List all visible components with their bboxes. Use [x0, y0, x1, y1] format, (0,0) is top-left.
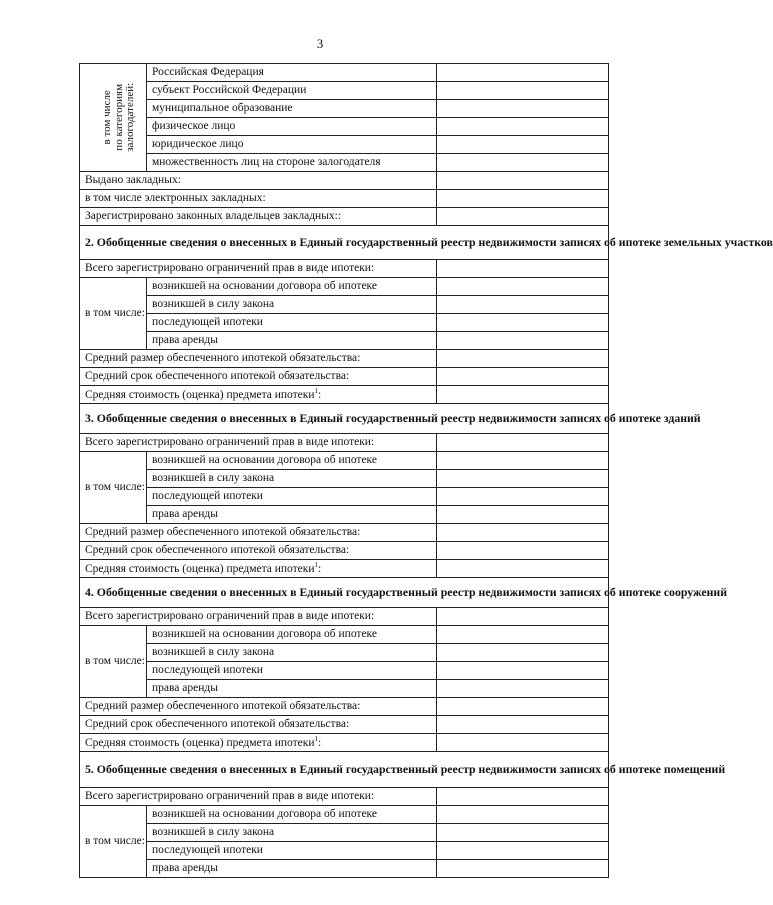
section-3-avg-cost-label: Средняя стоимость (оценка) предмета ипотеки$^1$: — [80, 560, 437, 578]
electronic-bonds-value[interactable] — [437, 190, 609, 208]
table-row — [80, 350, 609, 368]
section-4-title: 4. Обобщенные сведения о внесенных в Единый государственный реестр недвижимости записях об ипотеке сооружений — [80, 578, 609, 608]
table-row — [80, 680, 609, 698]
section-3-avg-term-value[interactable] — [437, 542, 609, 560]
table-row — [80, 560, 609, 578]
section-4-avg-size-label: Средний размер обеспеченного ипотекой обязательства: — [80, 698, 437, 716]
table-row — [80, 734, 609, 752]
section-5-total-value[interactable] — [437, 788, 609, 806]
section-4-total-value[interactable] — [437, 608, 609, 626]
table-row — [80, 506, 609, 524]
table-row — [80, 608, 609, 626]
table-row — [80, 314, 609, 332]
section-2-lease-label: права аренды — [147, 332, 437, 350]
table-row — [80, 100, 609, 118]
section-4-lease-label: права аренды — [147, 680, 437, 698]
section-5-contract-label: возникшей на основании договора об ипотеке — [147, 806, 437, 824]
section-4-avg-size-value[interactable] — [437, 698, 609, 716]
section-5-lease-value[interactable] — [437, 860, 609, 878]
table-row — [80, 524, 609, 542]
section-2-total-label: Всего зарегистрировано ограничений прав в виде ипотеки: — [80, 260, 437, 278]
section-2-avg-cost-label: Средняя стоимость (оценка) предмета ипотеки$^1$: — [80, 386, 437, 404]
section-3-lease-value[interactable] — [437, 506, 609, 524]
section-5-including-label: в том числе: — [80, 806, 147, 878]
table-row — [80, 626, 609, 644]
section-4-lease-value[interactable] — [437, 680, 609, 698]
table-row — [80, 824, 609, 842]
section-2-subsequent-value[interactable] — [437, 314, 609, 332]
pledgor-municipal-value[interactable] — [437, 100, 609, 118]
table-row — [80, 386, 609, 404]
pledgor-legal-entity-label: юридическое лицо — [147, 136, 437, 154]
section-5-subsequent-label: последующей ипотеки — [147, 842, 437, 860]
table-row — [80, 716, 609, 734]
table-row — [80, 578, 609, 608]
table-row — [80, 698, 609, 716]
table-row — [80, 368, 609, 386]
pledgor-russian-federation-value[interactable] — [437, 64, 609, 82]
section-2-law-label: возникшей в силу закона — [147, 296, 437, 314]
section-4-contract-value[interactable] — [437, 626, 609, 644]
section-5-contract-value[interactable] — [437, 806, 609, 824]
table-row — [80, 172, 609, 190]
section-4-avg-term-value[interactable] — [437, 716, 609, 734]
pledgor-legal-entity-value[interactable] — [437, 136, 609, 154]
section-2-avg-term-value[interactable] — [437, 368, 609, 386]
section-4-subsequent-value[interactable] — [437, 662, 609, 680]
table-row — [80, 452, 609, 470]
section-5-subsequent-value[interactable] — [437, 842, 609, 860]
pledgor-individual-label: физическое лицо — [147, 118, 437, 136]
report-form-table — [79, 63, 773, 878]
table-row — [80, 752, 609, 788]
table-row — [80, 842, 609, 860]
table-row — [80, 154, 609, 172]
section-3-avg-term-label: Средний срок обеспеченного ипотекой обязательства: — [80, 542, 437, 560]
table-row — [80, 296, 609, 314]
table-row — [80, 190, 609, 208]
section-5-total-label: Всего зарегистрировано ограничений прав в виде ипотеки: — [80, 788, 437, 806]
table-row — [80, 662, 609, 680]
table-row — [80, 208, 609, 226]
section-3-avg-cost-value[interactable] — [437, 560, 609, 578]
section-5-law-value[interactable] — [437, 824, 609, 842]
table-row — [80, 332, 609, 350]
section-2-subsequent-label: последующей ипотеки — [147, 314, 437, 332]
section-4-law-value[interactable] — [437, 644, 609, 662]
page-number: 3 — [316, 36, 324, 51]
footnote-marker: 1 — [314, 387, 319, 396]
section-2-contract-label: возникшей на основании договора об ипотеке — [147, 278, 437, 296]
legal-holders-label: Зарегистрировано законных владельцев закладных:: — [80, 208, 437, 226]
table-row — [80, 136, 609, 154]
section-3-total-value[interactable] — [437, 434, 609, 452]
section-2-avg-cost-value[interactable] — [437, 386, 609, 404]
table-row — [80, 404, 609, 434]
table-row — [80, 260, 609, 278]
pledgor-russian-federation-label: Российская Федерация — [147, 64, 437, 82]
electronic-bonds-label: в том числе электронных закладных: — [80, 190, 437, 208]
section-4-avg-cost-label: Средняя стоимость (оценка) предмета ипотеки$^1$: — [80, 734, 437, 752]
section-3-law-label: возникшей в силу закона — [147, 470, 437, 488]
section-3-avg-size-label: Средний размер обеспеченного ипотекой обязательства: — [80, 524, 437, 542]
pledgor-subject-value[interactable] — [437, 82, 609, 100]
section-5-law-label: возникшей в силу закона — [147, 824, 437, 842]
section-4-including-label: в том числе: — [80, 626, 147, 698]
pledgor-individual-value[interactable] — [437, 118, 609, 136]
footnote-marker: 1 — [314, 735, 319, 744]
section-3-lease-label: права аренды — [147, 506, 437, 524]
section-3-law-value[interactable] — [437, 470, 609, 488]
section-3-contract-label: возникшей на основании договора об ипотеке — [147, 452, 437, 470]
section-4-subsequent-label: последующей ипотеки — [147, 662, 437, 680]
section-4-total-label: Всего зарегистрировано ограничений прав в виде ипотеки: — [80, 608, 437, 626]
pledgor-subject-label: субъект Российской Федерации — [147, 82, 437, 100]
table-row — [80, 82, 609, 100]
table-row — [80, 542, 609, 560]
table-row — [80, 226, 609, 260]
pledgor-category-group-label: в том числе по категориям залогодателей: — [80, 64, 147, 172]
table-row — [80, 860, 609, 878]
mortgage-bonds-issued-label: Выдано закладных: — [80, 172, 437, 190]
section-3-avg-size-value[interactable] — [437, 524, 609, 542]
pledgor-multiple-value[interactable] — [437, 154, 609, 172]
section-2-title: 2. Обобщенные сведения о внесенных в Единый государственный реестр недвижимости записях об ипотеке земельных участков — [80, 226, 609, 260]
pledgor-multiple-label: множественность лиц на стороне залогодателя — [147, 154, 437, 172]
table-row — [80, 806, 609, 824]
section-2-total-value[interactable] — [437, 260, 609, 278]
section-4-law-label: возникшей в силу закона — [147, 644, 437, 662]
section-3-subsequent-label: последующей ипотеки — [147, 488, 437, 506]
section-5-lease-label: права аренды — [147, 860, 437, 878]
section-4-avg-term-label: Средний срок обеспеченного ипотекой обязательства: — [80, 716, 437, 734]
table-row — [80, 788, 609, 806]
section-3-contract-value[interactable] — [437, 452, 609, 470]
mortgage-bonds-issued-value[interactable] — [437, 172, 609, 190]
section-2-law-value[interactable] — [437, 296, 609, 314]
table-row — [80, 434, 609, 452]
section-2-avg-term-label: Средний срок обеспеченного ипотекой обязательства: — [80, 368, 437, 386]
section-2-including-label: в том числе: — [80, 278, 147, 350]
section-3-total-label: Всего зарегистрировано ограничений прав в виде ипотеки: — [80, 434, 437, 452]
table-row — [80, 278, 609, 296]
section-4-contract-label: возникшей на основании договора об ипотеке — [147, 626, 437, 644]
section-3-including-label: в том числе: — [80, 452, 147, 524]
section-4-avg-cost-value[interactable] — [437, 734, 609, 752]
table-row — [80, 118, 609, 136]
table-row — [80, 488, 609, 506]
section-2-contract-value[interactable] — [437, 278, 609, 296]
table-row — [80, 470, 609, 488]
pledgor-municipal-label: муниципальное образование — [147, 100, 437, 118]
section-5-title: 5. Обобщенные сведения о внесенных в Единый государственный реестр недвижимости записях об ипотеке помещений — [80, 752, 609, 788]
legal-holders-value[interactable] — [437, 208, 609, 226]
footnote-marker: 1 — [314, 561, 319, 570]
section-3-title: 3. Обобщенные сведения о внесенных в Единый государственный реестр недвижимости записях об ипотеке зданий — [80, 404, 609, 434]
section-2-avg-size-label: Средний размер обеспеченного ипотекой обязательства: — [80, 350, 437, 368]
section-2-lease-value[interactable] — [437, 332, 609, 350]
section-3-subsequent-value[interactable] — [437, 488, 609, 506]
table-row — [80, 644, 609, 662]
table-row — [80, 64, 609, 82]
section-2-avg-size-value[interactable] — [437, 350, 609, 368]
